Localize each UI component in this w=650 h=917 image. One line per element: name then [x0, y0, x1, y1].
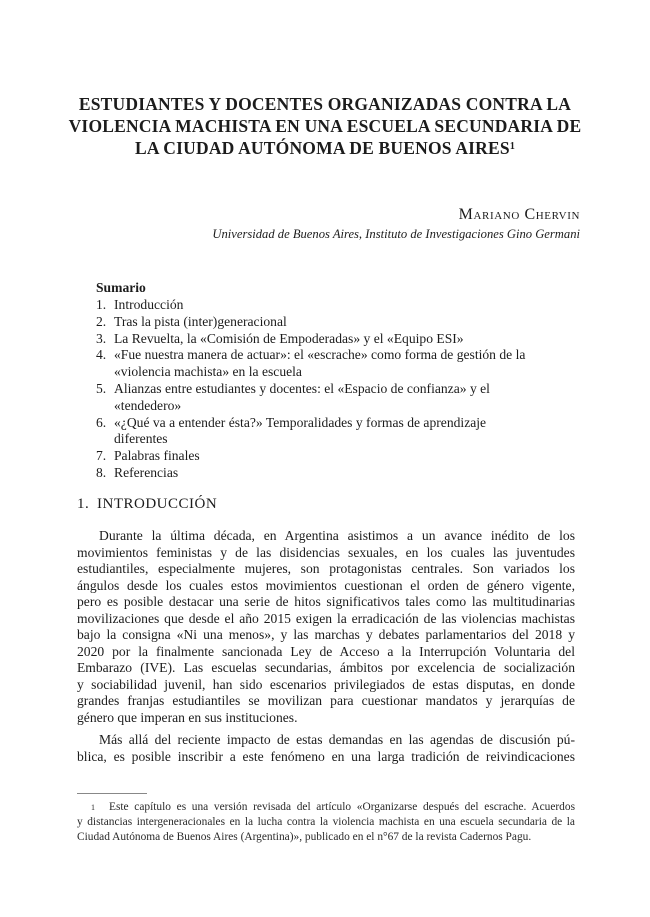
text-line: estudiantiles, especialmente mujeres, son protagonistas centrales. Son variados los [77, 561, 575, 576]
footnote-text: Este capítulo es una versión revisada del artículo «Organizarse después del escrache. Acuerdos [109, 801, 575, 813]
footnote-line: y distancias intergeneracionales en la lucha contra la violencia machista en una escuela secundaria de la [77, 816, 575, 828]
footnote-mark: 1 [91, 803, 95, 812]
toc-item [96, 331, 586, 348]
text-line: grandes franjas estudiantiles se movilizan para cuestionar mandatos y jerarquías de [77, 693, 575, 708]
paragraph [77, 528, 575, 726]
toc-text: «tendedero» [114, 397, 182, 413]
toc-item [96, 347, 586, 381]
title-footnote-mark: 1 [509, 141, 516, 152]
toc-number: 1. [96, 297, 107, 312]
section-title: INTRODUCCIÓN [97, 496, 218, 512]
author-affiliation: Universidad de Buenos Aires, Instituto de Investigaciones Gino Germani [212, 227, 580, 241]
toc-text: «violencia machista» en la escuela [114, 364, 302, 380]
text-line: blica, es posible inscribir a este fenómeno en una larga tradición de reivindicaciones [77, 748, 575, 764]
footnote-line [77, 800, 575, 815]
toc-item [96, 448, 586, 465]
text-line: y sociabilidad juvenil, han sido escenarios privilegiados de estas disputas, en donde [77, 676, 575, 692]
toc-number: 2. [96, 313, 107, 329]
toc-item [96, 381, 586, 415]
text-line: movimientos feministas y de las disidencias sexuales, en los cuales las juventudes [77, 544, 575, 560]
toc-item [96, 297, 586, 314]
title-line-text: LA CIUDAD AUTÓNOMA DE BUENOS AIRES [134, 138, 510, 158]
toc-text: Referencias [114, 464, 179, 480]
toc-text: La Revuelta, la «Comisión de Empoderadas» y el «Equipo ESI» [114, 330, 464, 346]
text-line: Durante la última década, en Argentina asistimos a un avance inédito de los [99, 528, 575, 543]
author-name: Mariano Chervin [458, 206, 580, 223]
text-line: ángulos desde los cuales estos movimientos cuestionan el orden de género vigente, [77, 577, 575, 593]
toc-text: Alianzas entre estudiantes y docentes: el «Espacio de confianza» y el [114, 380, 490, 396]
text-line: pero es posible destacar una serie de hitos significativos tales como las multitudinarias [77, 594, 575, 609]
section-heading [77, 496, 217, 513]
toc-number: 6. [96, 414, 107, 430]
toc-number: 8. [96, 464, 107, 480]
toc-number: 3. [96, 330, 107, 346]
toc-text: «Fue nuestra manera de actuar»: el «escrache» como forma de gestión de la [114, 347, 526, 363]
toc-text: Introducción [114, 297, 184, 312]
footnote-line: Ciudad Autónoma de Buenos Aires (Argentina)», publicado en el n°67 de la revista Cadernos Pagu. [77, 831, 532, 843]
text-line: bajo la consigna «Ni una menos», y las marchas y debates parlamentarios del 2018 y [77, 627, 575, 642]
summary-heading: Sumario [96, 280, 146, 295]
summary-block [96, 279, 586, 482]
footnote-divider [77, 793, 147, 794]
paragraph [77, 732, 575, 765]
toc-item [96, 314, 586, 331]
title-line: ESTUDIANTES Y DOCENTES ORGANIZADAS CONTRA LA [78, 94, 572, 114]
table-of-contents [96, 297, 586, 482]
toc-text: Palabras finales [114, 448, 200, 464]
toc-item [96, 415, 586, 449]
text-line: movilizaciones que desde el año 2015 exigen la erradicación de las violencias machistas [77, 610, 575, 626]
toc-number: 4. [96, 347, 107, 363]
title-line: VIOLENCIA MACHISTA EN UNA ESCUELA SECUNDARIA DE [68, 116, 582, 136]
toc-text: Tras la pista (inter)generacional [114, 313, 287, 329]
toc-number: 7. [96, 448, 107, 464]
text-line: género que imperan en sus instituciones. [77, 709, 298, 725]
text-line: Más allá del reciente impacto de estas demandas en las agendas de discusión pú- [99, 732, 575, 747]
text-line: Embarazo (IVE). Las escuelas secundarias, ámbitos por excelencia de socialización [77, 660, 575, 675]
body-text [77, 528, 575, 771]
toc-text: diferentes [114, 431, 168, 447]
toc-number: 5. [96, 380, 107, 396]
text-line: 2020 por la finalmente sancionada Ley de Acceso a la Interrupción Voluntaria del [77, 643, 575, 659]
section-number: 1. [77, 496, 90, 512]
footnote [77, 800, 575, 845]
toc-text: «¿Qué va a entender ésta?» Temporalidades y formas de aprendizaje [114, 414, 487, 430]
title-line [60, 137, 590, 159]
toc-item [96, 465, 586, 482]
chapter-title [60, 93, 590, 159]
